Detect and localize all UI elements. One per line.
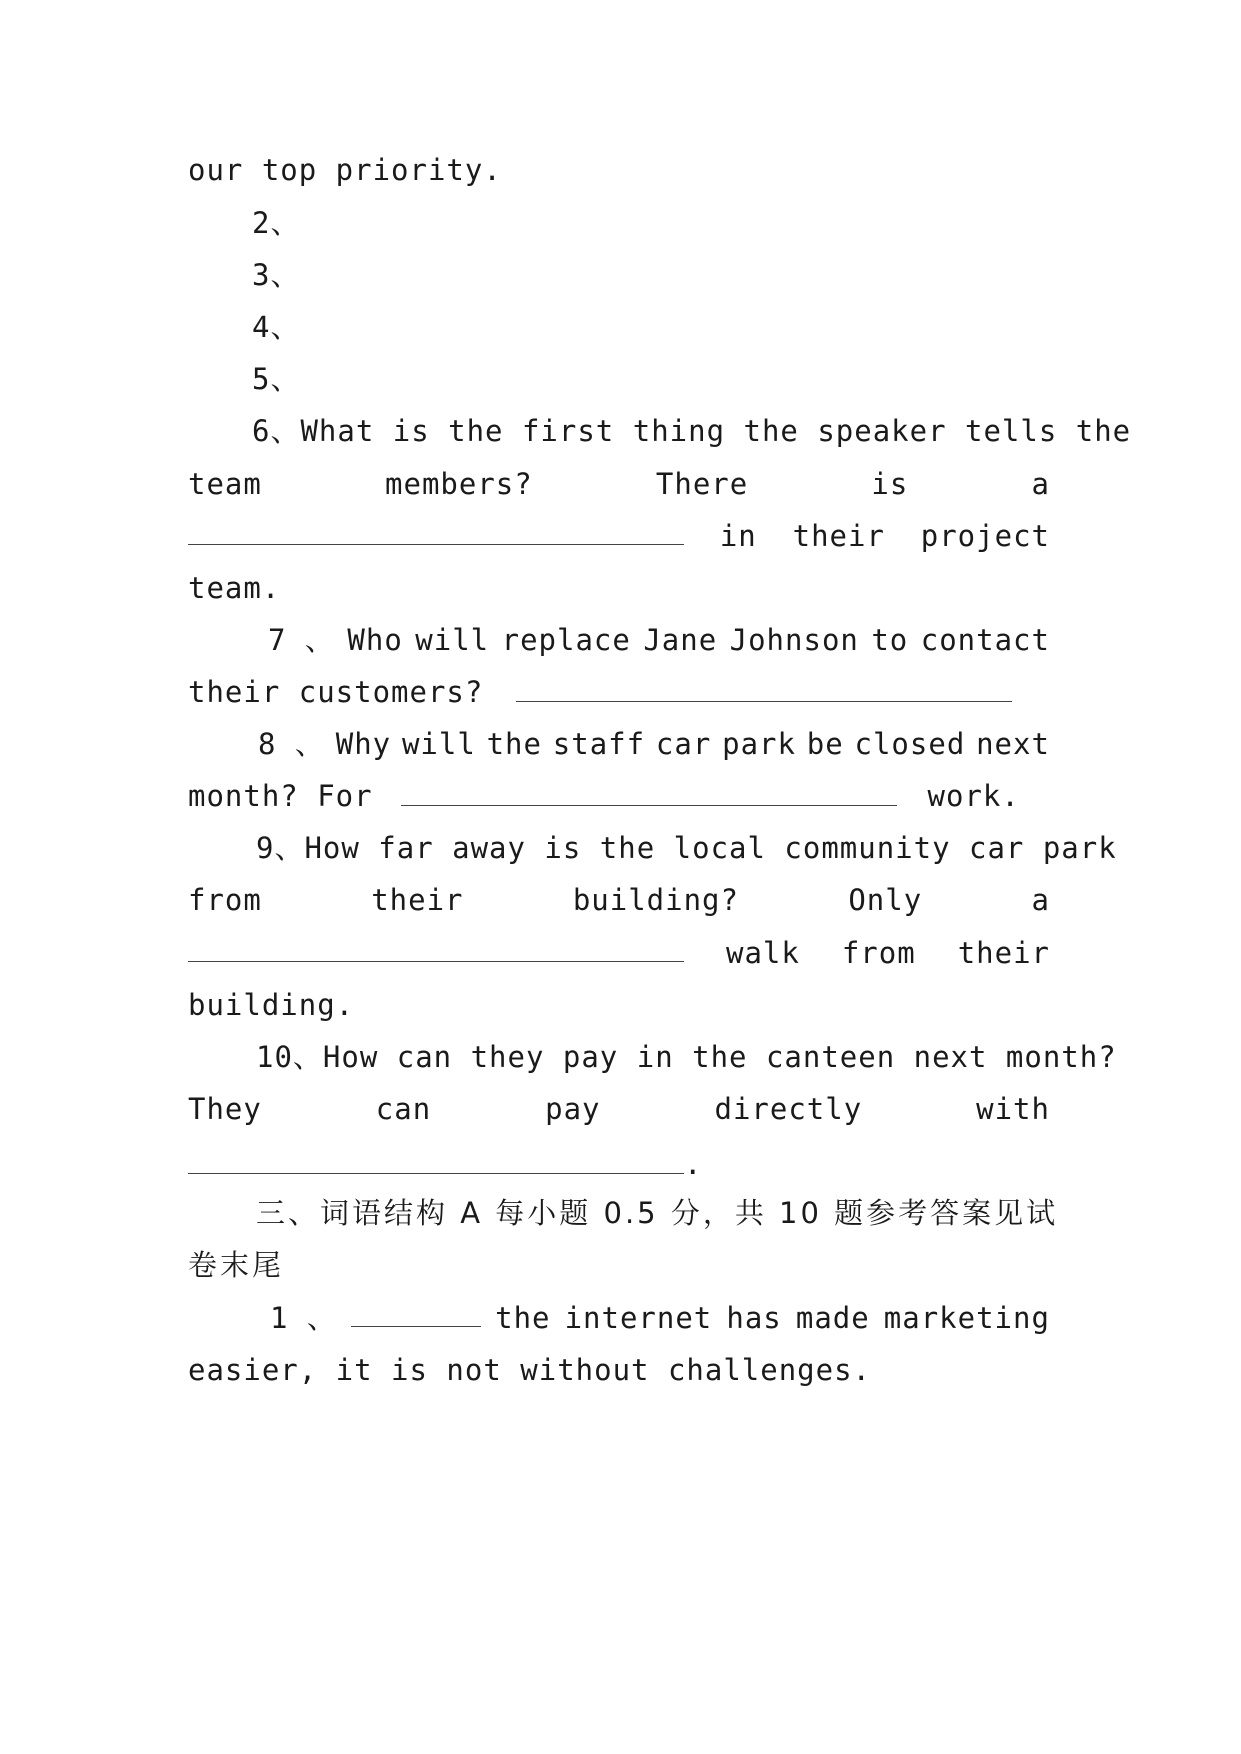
question-9-line3 [188, 933, 1050, 973]
word: the [486, 727, 542, 761]
word: has [726, 1301, 782, 1335]
word: marketing [883, 1301, 1050, 1335]
question-10-line2 [188, 1089, 1050, 1129]
question-4: 4、 [252, 310, 301, 344]
word: Johnson [729, 623, 859, 657]
section-3-heading-cont: 卷末尾 [188, 1248, 285, 1282]
question-9-line4: building. [188, 988, 355, 1022]
prompt-text: work. [927, 779, 1020, 813]
question-7-line2 [188, 672, 1050, 712]
question-8-line1 [258, 724, 1050, 764]
question-number: 8 、 [258, 727, 325, 761]
answer-blank[interactable] [401, 777, 897, 806]
word: can [375, 1092, 432, 1126]
word: closed [854, 727, 966, 761]
word: their [957, 936, 1050, 970]
word: They [188, 1092, 262, 1126]
word: will [401, 727, 476, 761]
question-5: 5、 [252, 362, 301, 396]
question-9-line1: 9、How far away is the local community car park [256, 831, 1117, 865]
word: team [188, 467, 262, 501]
question-6-line1: 6、What is the first thing the speaker tells the [252, 414, 1132, 448]
word: a [1031, 467, 1050, 501]
question-10-line1: 10、How can they pay in the canteen next month? [256, 1040, 1117, 1074]
question-6-line2 [188, 464, 1050, 504]
word: the [495, 1301, 551, 1335]
question-3: 3、 [252, 258, 301, 292]
word: will [415, 623, 490, 657]
answer-blank[interactable] [351, 1298, 481, 1327]
word: Only [848, 883, 923, 917]
word: made [795, 1301, 870, 1335]
word: walk [726, 936, 800, 970]
section-3-question-1-line2: easier, it is not without challenges. [188, 1353, 872, 1387]
word: from [188, 883, 262, 917]
word: be [806, 727, 844, 761]
prompt-text: their customers? [188, 675, 484, 709]
word: is [871, 467, 909, 501]
word: Jane [643, 623, 718, 657]
word: There [655, 467, 749, 501]
word: pay [545, 1092, 601, 1126]
word: members? [385, 467, 533, 501]
word: in [719, 519, 757, 553]
answer-blank[interactable] [188, 516, 684, 545]
question-7-line1 [268, 620, 1050, 660]
question-10-line3 [188, 1144, 1050, 1184]
word: staff [552, 727, 646, 761]
question-8-line2 [188, 776, 1050, 816]
word: building? [572, 883, 739, 917]
word: car [655, 727, 712, 761]
word: a [1031, 883, 1050, 917]
word: to [871, 623, 909, 657]
question-number: 7 、 [268, 623, 335, 657]
period: . [684, 1147, 703, 1181]
answer-blank[interactable] [188, 1145, 684, 1174]
word: project [920, 519, 1050, 553]
word: Why [335, 727, 392, 761]
section-3-question-1-line1 [270, 1298, 1050, 1338]
prompt-text: month? For [188, 779, 373, 813]
word: directly [714, 1092, 863, 1126]
word: their [792, 519, 885, 553]
question-number: 1 、 [270, 1301, 337, 1335]
question-6-line3 [188, 516, 1050, 556]
word: with [976, 1092, 1050, 1126]
question-9-line2 [188, 880, 1050, 920]
fragment-end: our top priority. [188, 153, 502, 187]
answer-blank[interactable] [188, 933, 684, 962]
question-2: 2、 [252, 206, 301, 240]
word: internet [564, 1301, 713, 1335]
question-6-line4: team. [188, 571, 281, 605]
word: Who [347, 623, 403, 657]
word: from [841, 936, 916, 970]
word: next [976, 727, 1050, 761]
word: contact [920, 623, 1050, 657]
word: their [371, 883, 464, 917]
section-3-heading: 三、词语结构 A 每小题 0.5 分，共 10 题参考答案见试 [256, 1196, 1059, 1230]
word: park [722, 727, 796, 761]
word: replace [501, 623, 631, 657]
answer-blank[interactable] [516, 673, 1012, 702]
